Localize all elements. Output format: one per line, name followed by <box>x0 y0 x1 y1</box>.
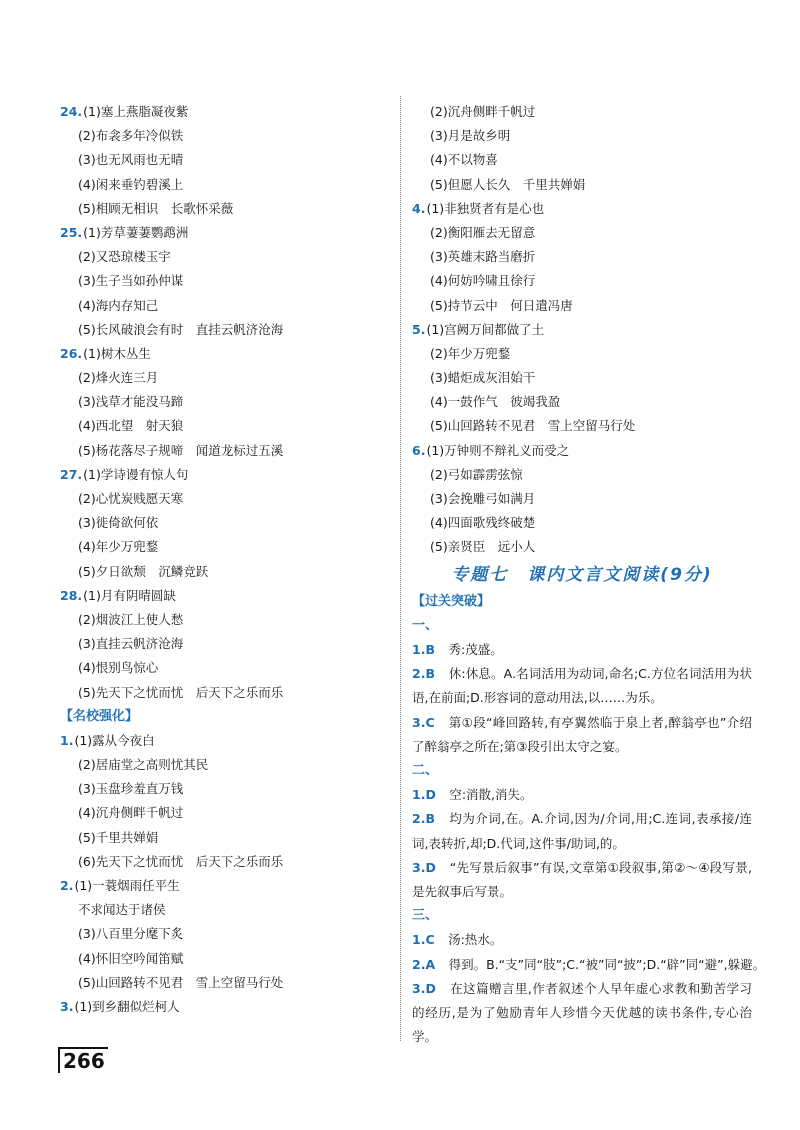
answer-text: (5)但愿人长久 千里共婵娟 <box>430 176 586 192</box>
item-number: 6. <box>412 442 426 458</box>
answer-subitem <box>412 414 752 438</box>
section-heading-text: 专题七 课内文言文阅读(9分) <box>451 564 713 585</box>
answer-text: 空:消散,消失。 <box>436 787 533 803</box>
item-number: 25. <box>60 224 83 240</box>
item-number: 3.D <box>412 980 436 996</box>
answer-text: (2)衡阳雁去无留意 <box>430 224 536 240</box>
answer-text: (3)八百里分麾下炙 <box>78 926 184 942</box>
answer-subitem <box>412 269 752 293</box>
answer-subitem <box>412 390 752 414</box>
answer-text: (1)一蓑烟雨任平生 <box>74 878 180 893</box>
answer-subitem <box>60 294 390 318</box>
answer-subitem <box>412 221 752 245</box>
answer-text: (1)塞上燕脂凝夜紫 <box>83 104 189 119</box>
answer-text: (4)海内存知己 <box>78 297 159 313</box>
answer-subitem <box>60 801 390 825</box>
answer-item <box>412 953 766 977</box>
part-label: 一、 <box>412 617 439 633</box>
answer-text: (5)相顾无相识 长歌怀采薇 <box>78 200 234 216</box>
answer-text: (3)也无风雨也无晴 <box>78 152 184 168</box>
left-column <box>60 100 390 1019</box>
item-number: 27. <box>60 466 83 482</box>
item-number: 2.A <box>412 956 436 972</box>
item-number: 24. <box>60 104 83 119</box>
answer-subitem <box>60 269 390 293</box>
answer-text: 在这篇赠言里,作者叙述个人早年虚心求教和勤苦学习的经历,是为了勉励青年人珍惜今天优越的读书条件,专心治学。 <box>412 980 752 1045</box>
answer-text: (5)先天下之忧而忧 后天下之乐而乐 <box>78 684 284 700</box>
answer-text: (5)长风破浪会有时 直挂云帆济沧海 <box>78 321 284 337</box>
page-number: 266 <box>58 1047 108 1073</box>
answer-subitem <box>60 124 390 148</box>
answer-text: (4)沉舟侧畔千帆过 <box>78 805 184 821</box>
answer-text: (5)山回路转不见君 雪上空留马行处 <box>430 418 636 434</box>
answer-text: (3)生子当如孙仲谋 <box>78 273 184 289</box>
part-label: 二、 <box>412 762 439 778</box>
answer-subitem <box>60 632 390 656</box>
answer-text: (3)英雄末路当磨折 <box>430 249 536 265</box>
answer-text: (2)心忧炭贱愿天寒 <box>78 491 184 506</box>
answer-text: (5)持节云中 何日遣冯唐 <box>430 297 573 313</box>
column-divider <box>400 96 401 1041</box>
answer-subitem <box>60 753 390 777</box>
item-number: 1.D <box>412 787 436 803</box>
answer-subitem <box>412 100 752 124</box>
answer-text: (5)千里共婵娟 <box>78 829 159 845</box>
answer-item <box>412 856 752 904</box>
answer-text: “先写景后叙事”有误,文章第①段叙事,第②～④段写景,是先叙事后写景。 <box>412 859 752 899</box>
answer-item <box>60 874 390 898</box>
answer-item <box>412 977 752 1050</box>
answer-subitem <box>412 294 752 318</box>
answer-text: (4)一鼓作气 彼竭我盈 <box>430 394 561 410</box>
answer-subitem <box>60 148 390 172</box>
answer-subitem <box>60 777 390 801</box>
item-number: 5. <box>412 321 426 337</box>
answer-item <box>60 342 390 366</box>
answer-subitem <box>60 197 390 221</box>
answer-text: (3)蜡炬成灰泪始干 <box>430 370 536 386</box>
answer-subitem <box>60 414 390 438</box>
answer-subitem <box>412 124 752 148</box>
item-number: 3.C <box>412 714 435 730</box>
answer-item <box>412 638 752 662</box>
answer-subitem <box>60 439 390 463</box>
answer-item <box>60 221 390 245</box>
item-number: 1. <box>60 732 74 748</box>
answer-subitem <box>412 366 752 390</box>
answer-text: (1)树木丛生 <box>83 345 151 361</box>
item-number: 3. <box>60 998 74 1014</box>
subsection-label: 【过关突破】 <box>412 593 491 609</box>
answer-subitem <box>60 487 390 511</box>
answer-subitem <box>60 245 390 269</box>
answer-item <box>60 463 390 487</box>
answer-text: (5)山回路转不见君 雪上空留马行处 <box>78 974 284 990</box>
answer-text: (5)杨花落尽子规啼 闻道龙标过五溪 <box>78 442 284 458</box>
answer-text: (4)闲来垂钓碧溪上 <box>78 176 184 192</box>
answer-text: (3)玉盘珍羞直万钱 <box>78 781 184 797</box>
answer-subitem <box>60 656 390 680</box>
answer-subitem <box>412 148 752 172</box>
answer-item <box>412 439 752 463</box>
answer-text: 休:休息。A.名词活用为动词,命名;C.方位名词活用为状语,在前面;D.形容词的意动用法,以……为乐。 <box>412 666 752 706</box>
item-number: 4. <box>412 200 426 216</box>
answer-item <box>60 995 390 1019</box>
right-column <box>412 100 766 1049</box>
answer-subitem <box>412 463 752 487</box>
item-number: 1.C <box>412 932 435 948</box>
answer-text: (1)万钟则不辩礼义而受之 <box>426 442 570 458</box>
answer-subitem <box>60 535 390 559</box>
answer-subitem <box>412 535 752 559</box>
answer-subitem <box>60 681 390 705</box>
answer-text: (4)四面歌残终破楚 <box>430 515 536 531</box>
answer-subitem <box>412 173 752 197</box>
answer-text: (1)露从今夜白 <box>74 732 155 748</box>
answer-text: 不求闻达于诸侯 <box>78 902 166 918</box>
answer-text: (2)沉舟侧畔千帆过 <box>430 104 536 119</box>
item-number: 26. <box>60 345 83 361</box>
answer-text: (1)学诗谩有惊人句 <box>83 466 189 482</box>
answer-subitem <box>412 342 752 366</box>
answer-item <box>412 711 752 759</box>
answer-text: (1)到乡翻似烂柯人 <box>74 998 180 1014</box>
answer-text: (6)先天下之忧而忧 后天下之乐而乐 <box>78 853 284 869</box>
answer-item <box>60 100 390 124</box>
answer-subitem <box>412 511 752 535</box>
answer-item <box>60 584 390 608</box>
answer-text: (4)西北望 射天狼 <box>78 418 184 434</box>
answer-subitem <box>60 922 390 946</box>
answer-text: (2)布衾多年冷似铁 <box>78 128 184 144</box>
section-heading <box>412 560 752 590</box>
answer-text: 秀:茂盛。 <box>435 641 503 657</box>
subsection-label: 【名校强化】 <box>60 708 139 724</box>
answer-text: (4)恨别鸟惊心 <box>78 660 159 676</box>
part-label: 三、 <box>412 908 439 924</box>
answer-text: (2)又恐琼楼玉宇 <box>78 249 171 265</box>
answer-subitem <box>60 560 390 584</box>
answer-subitem <box>412 245 752 269</box>
answer-item <box>412 197 752 221</box>
answer-text: 得到。B.“支”同“肢”;C.“被”同“披”;D.“辟”同“避”,躲避。 <box>436 956 766 972</box>
answer-text: (1)非独贤者有是心也 <box>426 200 545 216</box>
answer-text: (1)宫阙万间都做了土 <box>426 321 545 337</box>
answer-text: (2)烟波江上使人愁 <box>78 611 184 627</box>
answer-subitem <box>60 608 390 632</box>
answer-subitem <box>60 511 390 535</box>
item-number: 1.B <box>412 641 435 657</box>
answer-text: 汤:热水。 <box>435 932 503 948</box>
answer-item <box>412 807 752 855</box>
answer-text: (4)不以物喜 <box>430 152 498 168</box>
answer-text: (3)月是故乡明 <box>430 128 511 144</box>
answer-text: (2)年少万兜鍪 <box>430 345 511 361</box>
answer-text: (1)月有阴晴圆缺 <box>83 587 176 603</box>
answer-text: 第①段“峰回路转,有亭翼然临于泉上者,醉翁亭也”介绍了醉翁亭之所在;第③段引出太守之宴。 <box>412 714 752 754</box>
answer-text: (2)烽火连三月 <box>78 370 159 386</box>
answer-item <box>412 783 752 807</box>
answer-text: 均为介词,在。A.介词,因为/介词,用;C.连词,表承接/连词,表转折,却;D.代词,这件事/助词,的。 <box>412 811 752 851</box>
item-number: 2.B <box>412 811 435 827</box>
answer-subitem <box>60 850 390 874</box>
item-number: 3.D <box>412 859 436 875</box>
answer-text: (4)怀旧空吟闻笛赋 <box>78 950 184 966</box>
answer-subitem <box>60 947 390 971</box>
answer-item <box>60 729 390 753</box>
item-number: 2.B <box>412 666 435 682</box>
answer-text: (5)夕日欲颓 沉鳞竞跃 <box>78 563 209 579</box>
answer-item <box>412 318 752 342</box>
answer-subitem <box>60 898 390 922</box>
answer-item <box>412 662 752 710</box>
answer-text: (3)浅草才能没马蹄 <box>78 394 184 410</box>
answer-text: (3)会挽雕弓如满月 <box>430 491 536 506</box>
item-number: 2. <box>60 878 74 893</box>
answer-subitem <box>60 826 390 850</box>
answer-subitem <box>412 487 752 511</box>
answer-text: (5)亲贤臣 远小人 <box>430 539 536 555</box>
answer-text: (3)徙倚欲何依 <box>78 515 159 531</box>
answer-text: (4)年少万兜鍪 <box>78 539 159 555</box>
item-number: 28. <box>60 587 83 603</box>
answer-text: (2)居庙堂之高则忧其民 <box>78 757 209 773</box>
answer-subitem <box>60 318 390 342</box>
answer-subitem <box>60 390 390 414</box>
answer-subitem <box>60 173 390 197</box>
answer-subitem <box>60 971 390 995</box>
answer-text: (1)芳草萋萋鹦鹉洲 <box>83 224 189 240</box>
answer-subitem <box>60 366 390 390</box>
answer-text: (4)何妨吟啸且徐行 <box>430 273 536 289</box>
answer-text: (2)弓如霹雳弦惊 <box>430 466 523 482</box>
answer-item <box>412 928 752 952</box>
answer-text: (3)直挂云帆济沧海 <box>78 636 184 652</box>
